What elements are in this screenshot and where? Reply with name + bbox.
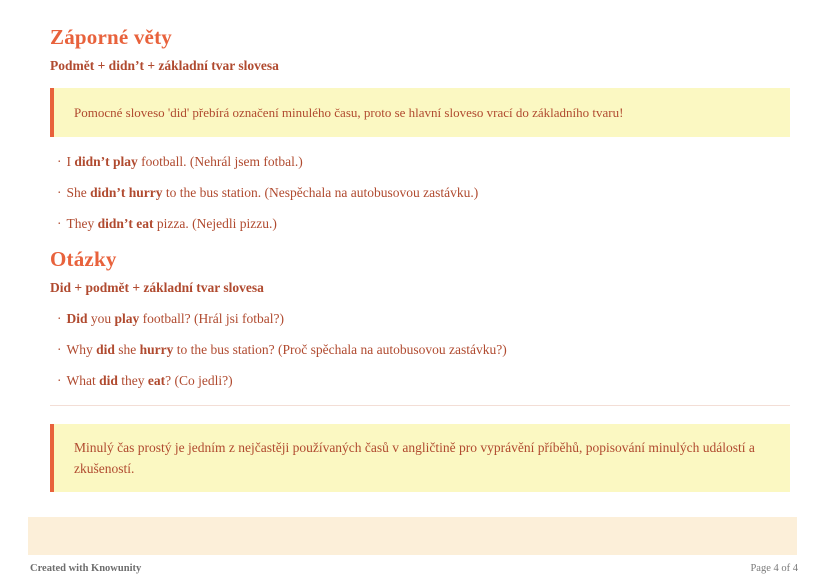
section-questions <box>50 246 790 390</box>
example-text: She didn’t hurry to the bus station. (Nespěchala na autobusovou zastávku.) <box>66 185 479 200</box>
callout-did-note <box>50 88 790 137</box>
formula-negative: Podmět + didn’t + základní tvar slovesa <box>50 58 279 73</box>
example-text: What did they eat? (Co jedli?) <box>66 373 233 388</box>
bullet-dot: · <box>57 216 62 231</box>
bullet-dot: · <box>57 311 62 326</box>
section-title-questions: Otázky <box>50 247 117 271</box>
bullet-dot: · <box>57 185 62 200</box>
section-title-negative: Záporné věty <box>50 25 172 49</box>
bullet-dot: · <box>57 342 62 357</box>
example-item <box>50 153 790 171</box>
section-divider <box>50 405 790 406</box>
example-text: I didn’t play football. (Nehrál jsem fotbal.) <box>66 154 303 169</box>
example-item <box>50 310 790 328</box>
credit-text: Created with Knowunity <box>30 563 142 574</box>
formula-questions: Did + podmět + základní tvar slovesa <box>50 280 264 295</box>
page-number: Page 4 of 4 <box>750 563 798 574</box>
bullet-dot: · <box>57 373 62 388</box>
bullet-dot: · <box>57 154 62 169</box>
question-examples-list <box>50 310 790 390</box>
example-text: Why did she hurry to the bus station? (Proč spěchala na autobusovou zastávku?) <box>66 342 507 357</box>
page-footer <box>30 563 798 574</box>
section-negative-sentences <box>50 24 790 233</box>
example-text: Did you play football? (Hrál jsi fotbal?) <box>66 311 284 326</box>
example-item <box>50 372 790 390</box>
callout-summary <box>50 424 790 492</box>
footer-accent-band <box>28 517 797 555</box>
callout-did-note-text: Pomocné sloveso 'did' přebírá označení minulého času, proto se hlavní sloveso vrací do základního tvaru! <box>74 105 624 120</box>
example-item <box>50 184 790 202</box>
example-text: They didn’t eat pizza. (Nejedli pizzu.) <box>66 216 277 231</box>
negative-examples-list <box>50 153 790 233</box>
example-item <box>50 341 790 359</box>
example-item <box>50 215 790 233</box>
callout-summary-text: Minulý čas prostý je jedním z nejčastěji používaných časů v angličtině pro vyprávění příběhů, popisování minulých událostí a zkušeností. <box>74 440 755 476</box>
